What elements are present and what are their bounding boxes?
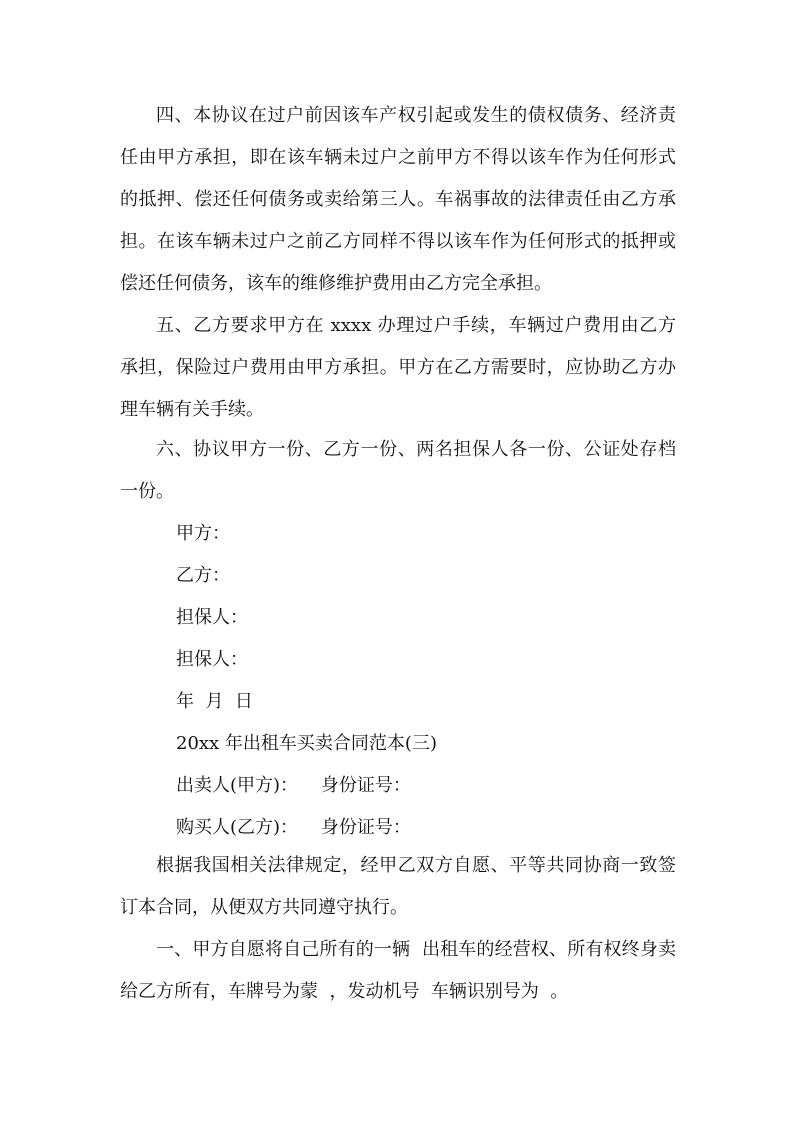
buyer-line: 购买人(乙方)： 身份证号： [176,817,411,838]
clause-6-paragraph: 六、协议甲方一份、乙方一份、两名担保人各一份、公证处存档一份。 [120,439,676,502]
contract-3-title: 20xx 年出租车买卖合同范本(三) [176,733,437,754]
seller-line: 出卖人(甲方)： 身份证号： [176,775,411,796]
clause-1-paragraph: 一、甲方自愿将自己所有的一辆 出租车的经营权、所有权终身卖给乙方所有，车牌号为蒙 ，发动机号 车辆识别号为 。 [120,939,676,1002]
guarantor-1-signature-line: 担保人： [176,607,248,628]
clause-5-paragraph: 五、乙方要求甲方在 xxxx 办理过户手续，车辆过户费用由乙方承担，保险过户费用由甲方承担。甲方在乙方需要时，应协助乙方办理车辆有关手续。 [120,315,676,420]
clause-4-paragraph: 四、本协议在过户前因该车产权引起或发生的债权债务、经济责任由甲方承担，即在该车辆未过户之前甲方不得以该车作为任何形式的抵押、偿还任何债务或卖给第三人。车祸事故的法律责任由乙方承担。在该车辆未过户之前乙方同样不得以该车作为任何形式的抵押或偿还任何债务，该车的维修维护费用由乙方完全承担。 [120,105,676,294]
date-line: 年 月 日 [176,691,253,712]
party-a-signature-line: 甲方： [176,523,230,544]
party-b-signature-line: 乙方： [176,565,230,586]
intro-paragraph: 根据我国相关法律规定，经甲乙双方自愿、平等共同协商一致签订本合同，从便双方共同遵守执行。 [120,855,676,918]
guarantor-2-signature-line: 担保人： [176,649,248,670]
